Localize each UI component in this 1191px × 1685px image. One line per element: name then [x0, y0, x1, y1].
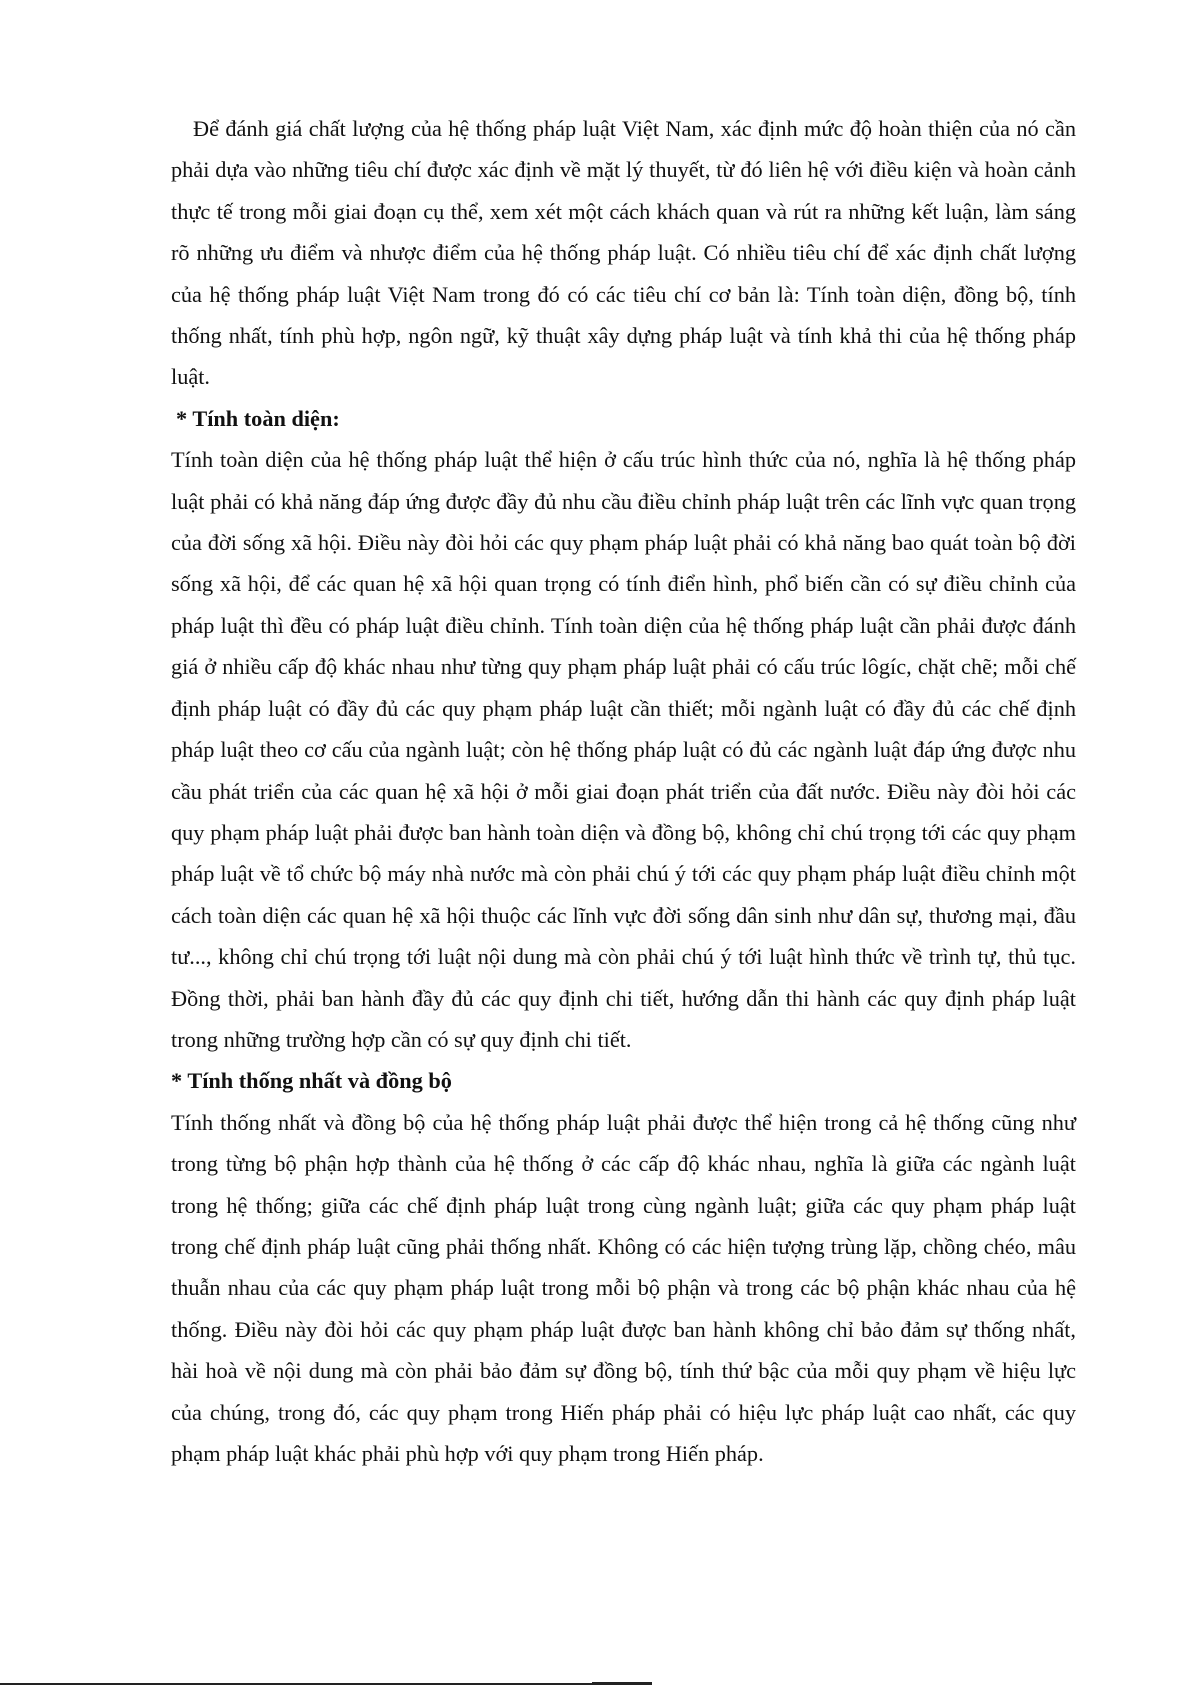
section-heading-consistency: * Tính thống nhất và đồng bộ: [171, 1068, 452, 1094]
section-body-comprehensiveness: Tính toàn diện của hệ thống pháp luật thể hiện ở cấu trúc hình thức của nó, nghĩa là hệ thống pháp luật phải có khả năng đáp ứng được đầy đủ nhu cầu điều chỉnh pháp luật trên các lĩnh vực quan trọng của đời sống xã hội. Điều này đòi hỏi các quy phạm pháp luật phải có khả năng bao quát toàn bộ đời sống xã hội, để các quan hệ xã hội quan trọng có tính điển hình, phổ biến cần có sự điều chỉnh của pháp luật thì đều có pháp luật điều chỉnh. Tính toàn diện của hệ thống pháp luật cần phải được đánh giá ở nhiều cấp độ khác nhau như từng quy phạm pháp luật phải có cấu trúc lôgíc, chặt chẽ; mỗi chế định pháp luật có đầy đủ các quy phạm pháp luật cần thiết; mỗi ngành luật có đầy đủ các chế định pháp luật theo cơ cấu của ngành luật; còn hệ thống pháp luật có đủ các ngành luật đáp ứng được nhu cầu phát triển của các quan hệ xã hội ở mỗi giai đoạn phát triển của đất nước. Điều này đòi hỏi các quy phạm pháp luật phải được ban hành toàn diện và đồng bộ, không chỉ chú trọng tới các quy phạm pháp luật về tổ chức bộ máy nhà nước mà còn phải chú ý tới các quy phạm pháp luật điều chỉnh một cách toàn diện các quan hệ xã hội thuộc các lĩnh vực đời sống dân sinh như dân sự, thương mại, đầu tư..., không chỉ chú trọng tới luật nội dung mà còn phải chú ý tới luật hình thức về trình tự, thủ tục. Đồng thời, phải ban hành đầy đủ các quy định chi tiết, hướng dẫn thi hành các quy định pháp luật trong những trường hợp cần có sự quy định chi tiết.: [171, 447, 1076, 1052]
section-heading-comprehensiveness: * Tính toàn diện:: [176, 405, 340, 431]
document-page: [171, 108, 1076, 1474]
section-body-consistency: Tính thống nhất và đồng bộ của hệ thống pháp luật phải được thể hiện trong cả hệ thống cũng như trong từng bộ phận hợp thành của hệ thống ở các cấp độ khác nhau, nghĩa là giữa các ngành luật trong hệ thống; giữa các chế định pháp luật trong cùng ngành luật; giữa các quy phạm pháp luật trong chế định pháp luật cũng phải thống nhất. Không có các hiện tượng trùng lặp, chồng chéo, mâu thuẫn nhau của các quy phạm pháp luật trong mỗi bộ phận và trong các bộ phận khác nhau của hệ thống. Điều này đòi hỏi các quy phạm pháp luật được ban hành không chỉ bảo đảm sự thống nhất, hài hoà về nội dung mà còn phải bảo đảm sự đồng bộ, tính thứ bậc của mỗi quy phạm về hiệu lực của chúng, trong đó, các quy phạm trong Hiến pháp phải có hiệu lực pháp luật cao nhất, các quy phạm pháp luật khác phải phù hợp với quy phạm trong Hiến pháp.: [171, 1109, 1076, 1466]
intro-paragraph: Để đánh giá chất lượng của hệ thống pháp luật Việt Nam, xác định mức độ hoàn thiện của nó cần phải dựa vào những tiêu chí được xác định về mặt lý thuyết, từ đó liên hệ với điều kiện và hoàn cảnh thực tế trong mỗi giai đoạn cụ thể, xem xét một cách khách quan và rút ra những kết luận, làm sáng rõ những ưu điểm và nhược điểm của hệ thống pháp luật. Có nhiều tiêu chí để xác định chất lượng của hệ thống pháp luật Việt Nam trong đó có các tiêu chí cơ bản là: Tính toàn diện, đồng bộ, tính thống nhất, tính phù hợp, ngôn ngữ, kỹ thuật xây dựng pháp luật và tính khả thi của hệ thống pháp luật.: [171, 116, 1076, 390]
